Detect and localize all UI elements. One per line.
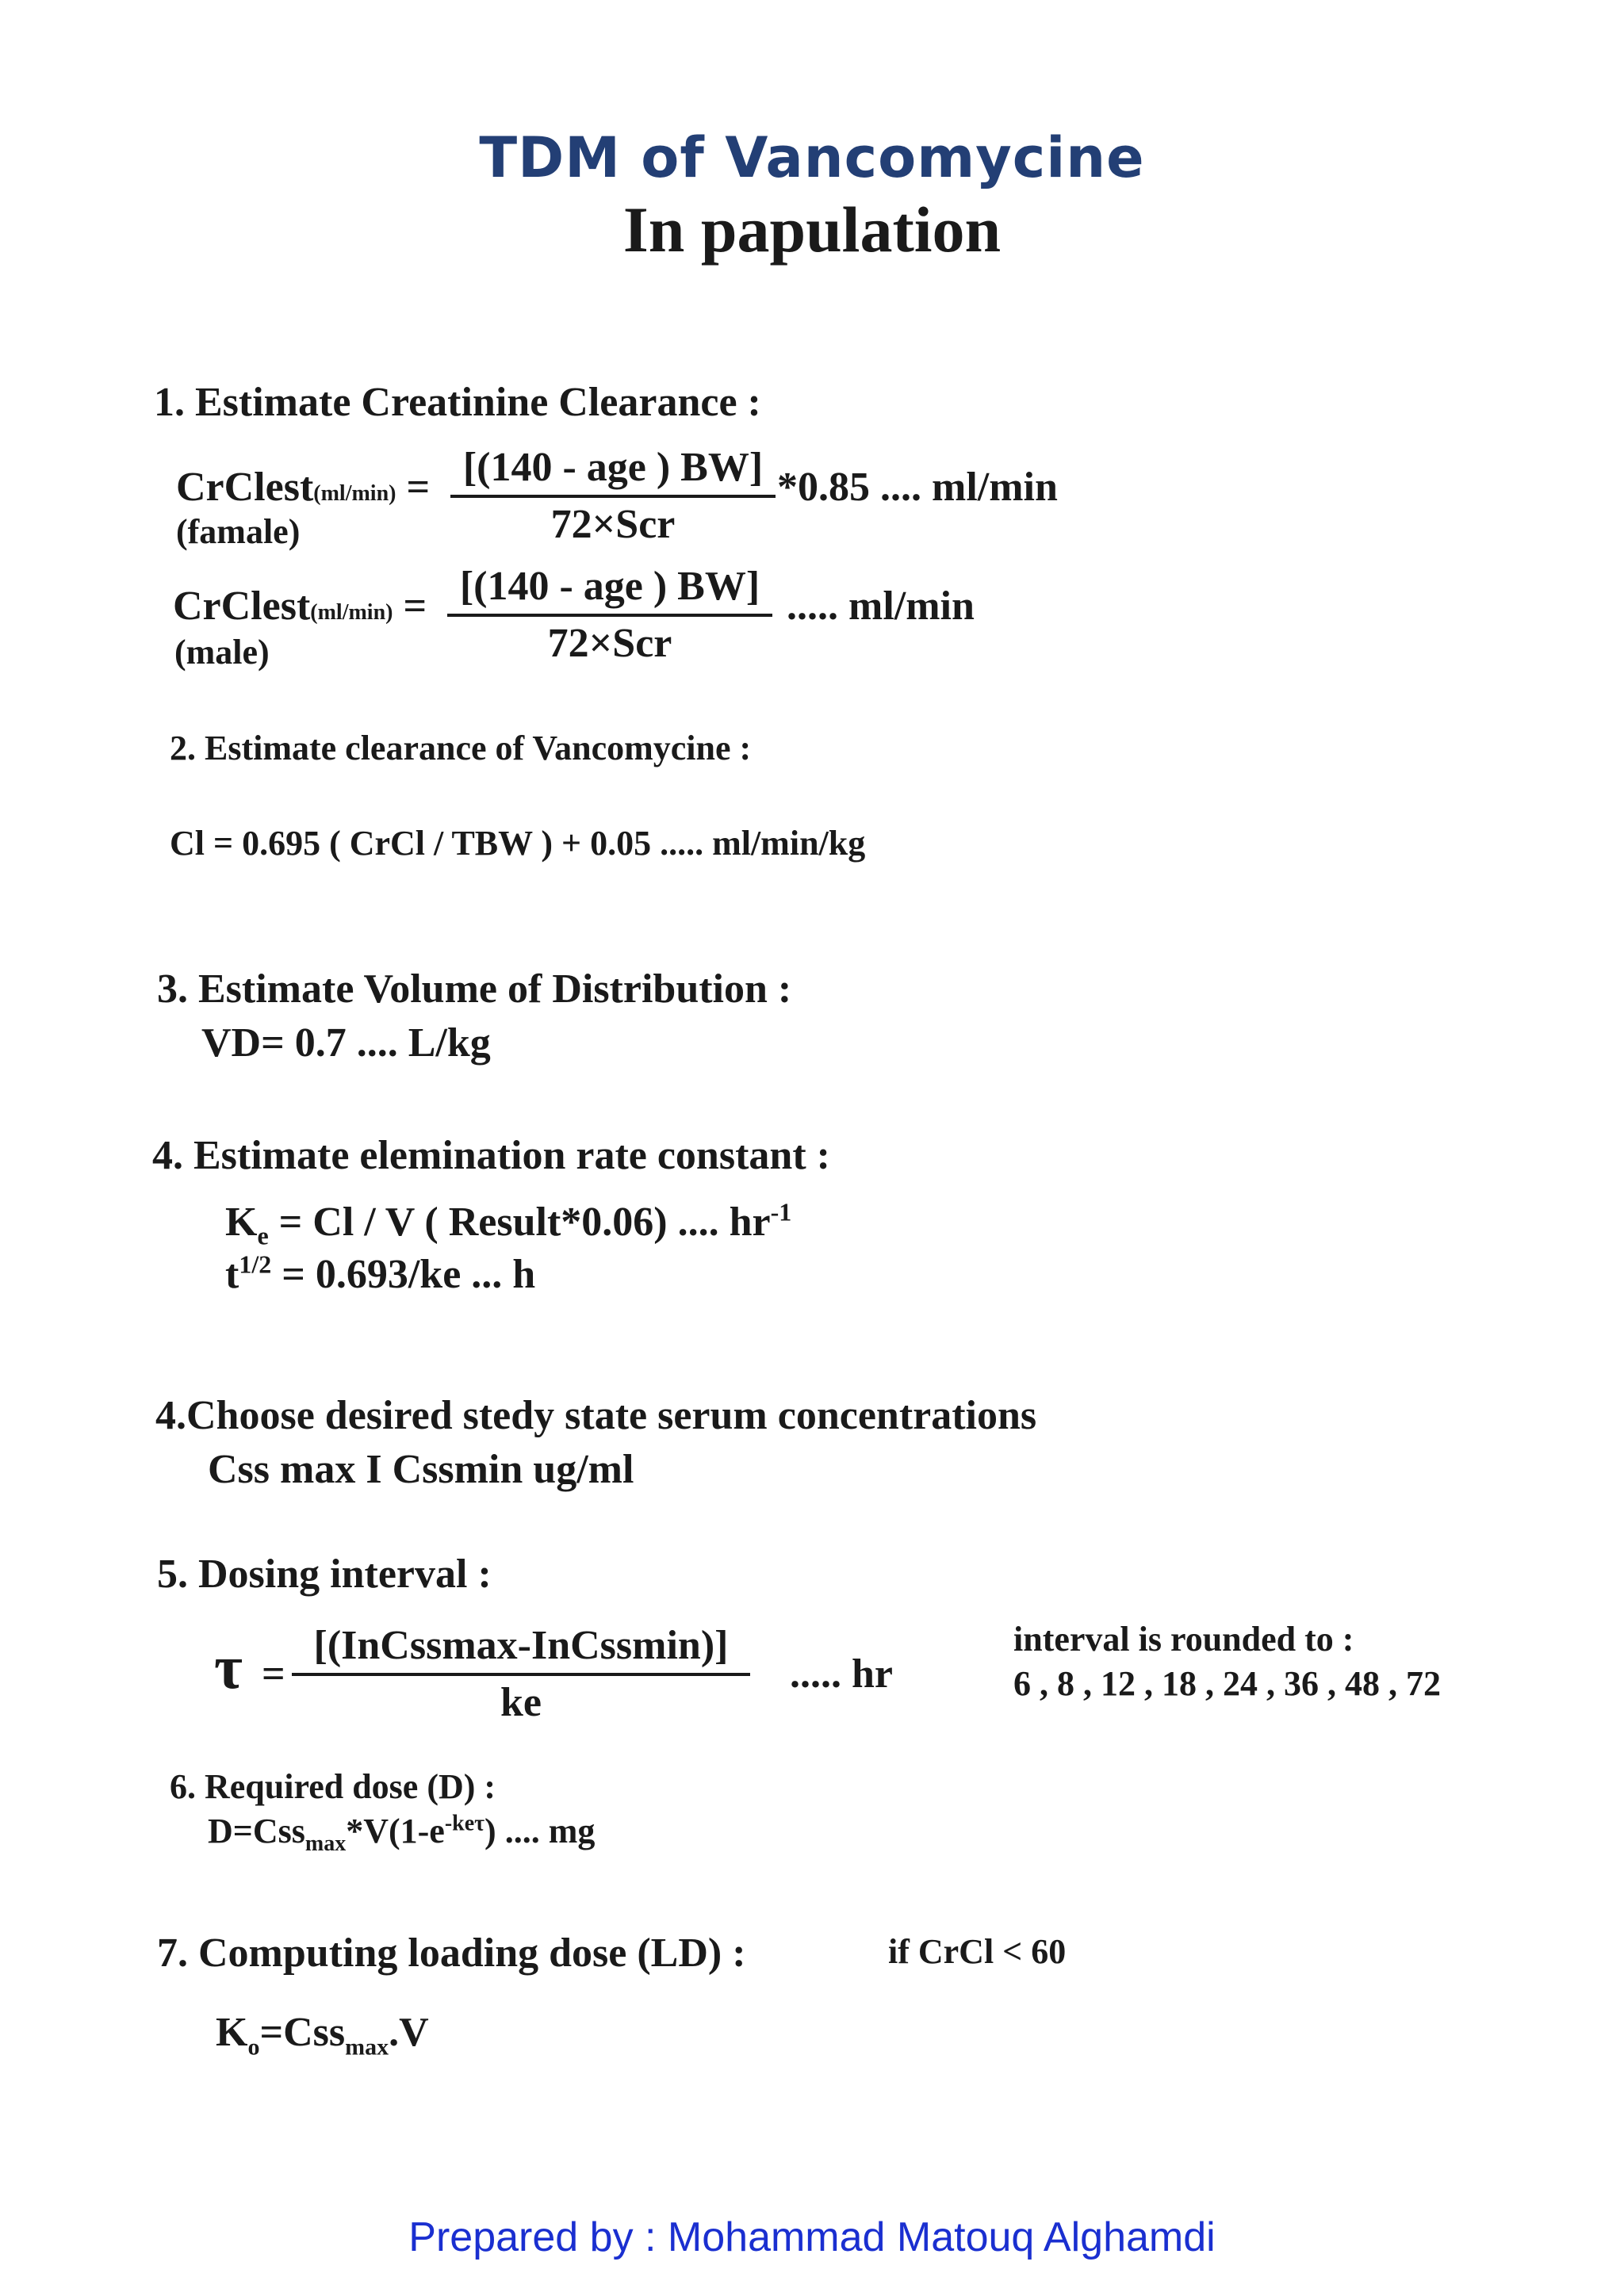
vd-formula: VD= 0.7 .... L/kg (201, 1020, 491, 1066)
dose-formula: $D=Css_{max}*V(1-e^{-ke\tau})$ .... mg (208, 1811, 596, 1856)
fraction-denominator: ke (500, 1680, 542, 1725)
male-label: (male) (174, 633, 270, 672)
section-4b-heading: 4.Choose desired stedy state serum concentrations (155, 1393, 1037, 1438)
tau-symbol: τ (214, 1632, 243, 1701)
interval-note: interval is rounded to : (1013, 1620, 1354, 1659)
fraction-bar (450, 495, 776, 498)
unit-subscript: (ml/min) (313, 481, 396, 506)
section-4-heading: 4. Estimate elemination rate constant : (152, 1133, 830, 1178)
page-subtitle: In papulation (622, 193, 1002, 266)
crclest-male-tail: ..... ml/min (787, 584, 975, 629)
crclest-label: CrClest (173, 584, 311, 629)
section-6-heading: 6. Required dose (D) : (170, 1767, 496, 1806)
ke-formula: $K_e = Cl / V$ ( Result*0.06) .... $hr^{-1}$ (225, 1197, 792, 1250)
fraction-numerator: [(InCssmax-InCssmin)] (313, 1623, 729, 1668)
crclest-male-lhs (173, 583, 427, 629)
loading-condition: if CrCl < 60 (888, 1932, 1067, 1971)
unit-subscript: (ml/min) (310, 600, 393, 625)
section-3-heading: 3. Estimate Volume of Distribution : (157, 966, 792, 1012)
crclest-male-fraction (447, 563, 772, 668)
crclest-female-lhs (176, 464, 430, 511)
fraction-numerator: [(140 - age ) BW] (459, 564, 760, 609)
vanco-clearance-formula: Cl = 0.695 ( CrCl / TBW ) + 0.05 ..... ml/min/kg (170, 824, 866, 863)
crclest-label: CrClest (176, 465, 314, 510)
section-7-heading: 7. Computing loading dose (LD) : (157, 1931, 746, 1976)
half-life-formula: $t^{1/2} = 0.693/ke$ ... h (225, 1249, 536, 1297)
fraction-numerator: [(140 - age ) BW] (462, 445, 764, 490)
page-title: TDM of Vancomycine (479, 125, 1145, 190)
fraction-denominator: 72×Scr (550, 502, 676, 547)
section-1-heading: 1. Estimate Creatinine Clearance : (154, 380, 761, 425)
tau-fraction (292, 1622, 750, 1727)
crclest-female-fraction (450, 444, 776, 549)
equals-sign: = (406, 465, 431, 510)
section-5-heading: 5. Dosing interval : (157, 1552, 492, 1597)
section-2-heading: 2. Estimate clearance of Vancomycine : (170, 729, 752, 767)
female-label: (famale) (176, 512, 301, 551)
author-footer: Prepared by : Mohammad Matouq Alghamdi (408, 2214, 1216, 2260)
tau-unit: ..... hr (790, 1651, 893, 1697)
equals-sign: = (403, 584, 427, 629)
fraction-bar (447, 614, 772, 617)
tau-equals: = (262, 1651, 285, 1697)
loading-dose-formula: $K_o=Css_{max}.V$ (216, 2010, 429, 2061)
fraction-denominator: 72×Scr (547, 621, 672, 666)
crclest-female-tail: *0.85 .... ml/min (777, 465, 1058, 510)
interval-values: 6 , 8 , 12 , 18 , 24 , 36 , 48 , 72 (1013, 1664, 1441, 1703)
fraction-bar (292, 1673, 750, 1676)
css-line: Css max I Cssmin ug/ml (208, 1447, 634, 1492)
